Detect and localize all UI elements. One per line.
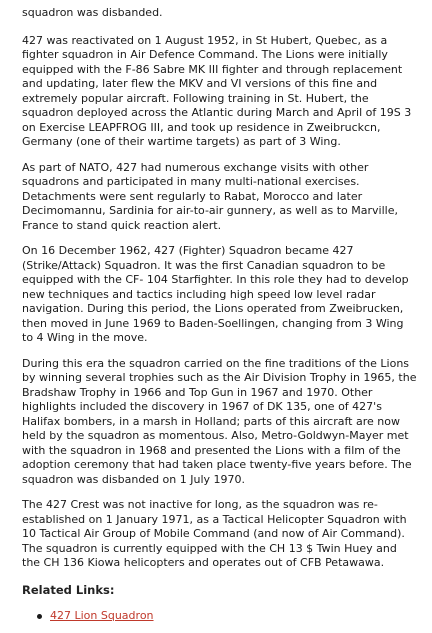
paragraph-trophies-era: During this era the squadron carried on the fine traditions of the Lions by winning several trophies such as the Air Division Trophy in 1965, the Bradshaw Trophy in 1966 and Top Gun in 1967 and 1970. Other highlights included the discovery in 1967 of DK 135, one of 427's Halifax bombers, in a marsh in Holland; parts of this aircraft are now held by the squadron as momentous. Also, Metro-Goldwyn-Mayer met with the squadron in 1968 and presented the Lions with a film of the adoption ceremony that had taken place twenty-five years before. The squadron was disbanded on 1 July 1970. (22, 356, 417, 486)
paragraph-intro-fragment: squadron was disbanded. (22, 6, 163, 19)
paragraph-crest-helicopter: The 427 Crest was not inactive for long, as the squadron was re-established on 1 January 1971, as a Tactical Helicopter Squadron with 10 Tactical Air Group of Mobile Command (and now of Air Command). The squadron is currently equipped with the CH 13 $ Twin Huey and the CH 136 Kiowa helicopters and operates out of CFB Petawawa. (22, 498, 407, 569)
related-links-heading: Related Links: (22, 582, 115, 597)
paragraph-nato: As part of NATO, 427 had numerous exchange visits with other squadrons and participated in many multi-national exercises. Detachments were sent regularly to Rabat, Morocco and later Decimomannu, Sardinia for air-to-air gunnery, as well as to Marville, France to stand quick reaction alert. (22, 160, 398, 232)
link-427-lion-squadron[interactable]: 427 Lion Squadron (50, 609, 154, 622)
list-item (50, 609, 418, 624)
bullet-icon (37, 614, 42, 619)
paragraph-reactivation-1952: 427 was reactivated on 1 August 1952, in St Hubert, Quebec, as a fighter squadron in Air Defence Command. The Lions were initially equipped with the F-86 Sabre MK III fighter and through replacement and updating, later flew the MKV and VI versions of this fine and extremely popular aircraft. Following training in St. Hubert, the squadron deployed across the Atlantic during March and April of 19S 3 on Exercise LEAPFROG III, and took up residence in Zweibruckcn, Germany (one of their wartime targets) as part of 3 Wing. (22, 33, 412, 148)
paragraph-strike-attack-1962: On 16 December 1962, 427 (Fighter) Squadron became 427 (Strike/Attack) Squadron. It was the first Canadian squadron to be equipped with the CF- 104 Starfighter. In this role they had to develop new techniques and tactics including high speed low level radar navigation. During this period, the Lions operated from Zweibrucken, then moved in June 1969 to Baden-Soellingen, changing from 3 Wing to 4 Wing in the move. (22, 244, 409, 344)
related-links-list (22, 609, 418, 624)
